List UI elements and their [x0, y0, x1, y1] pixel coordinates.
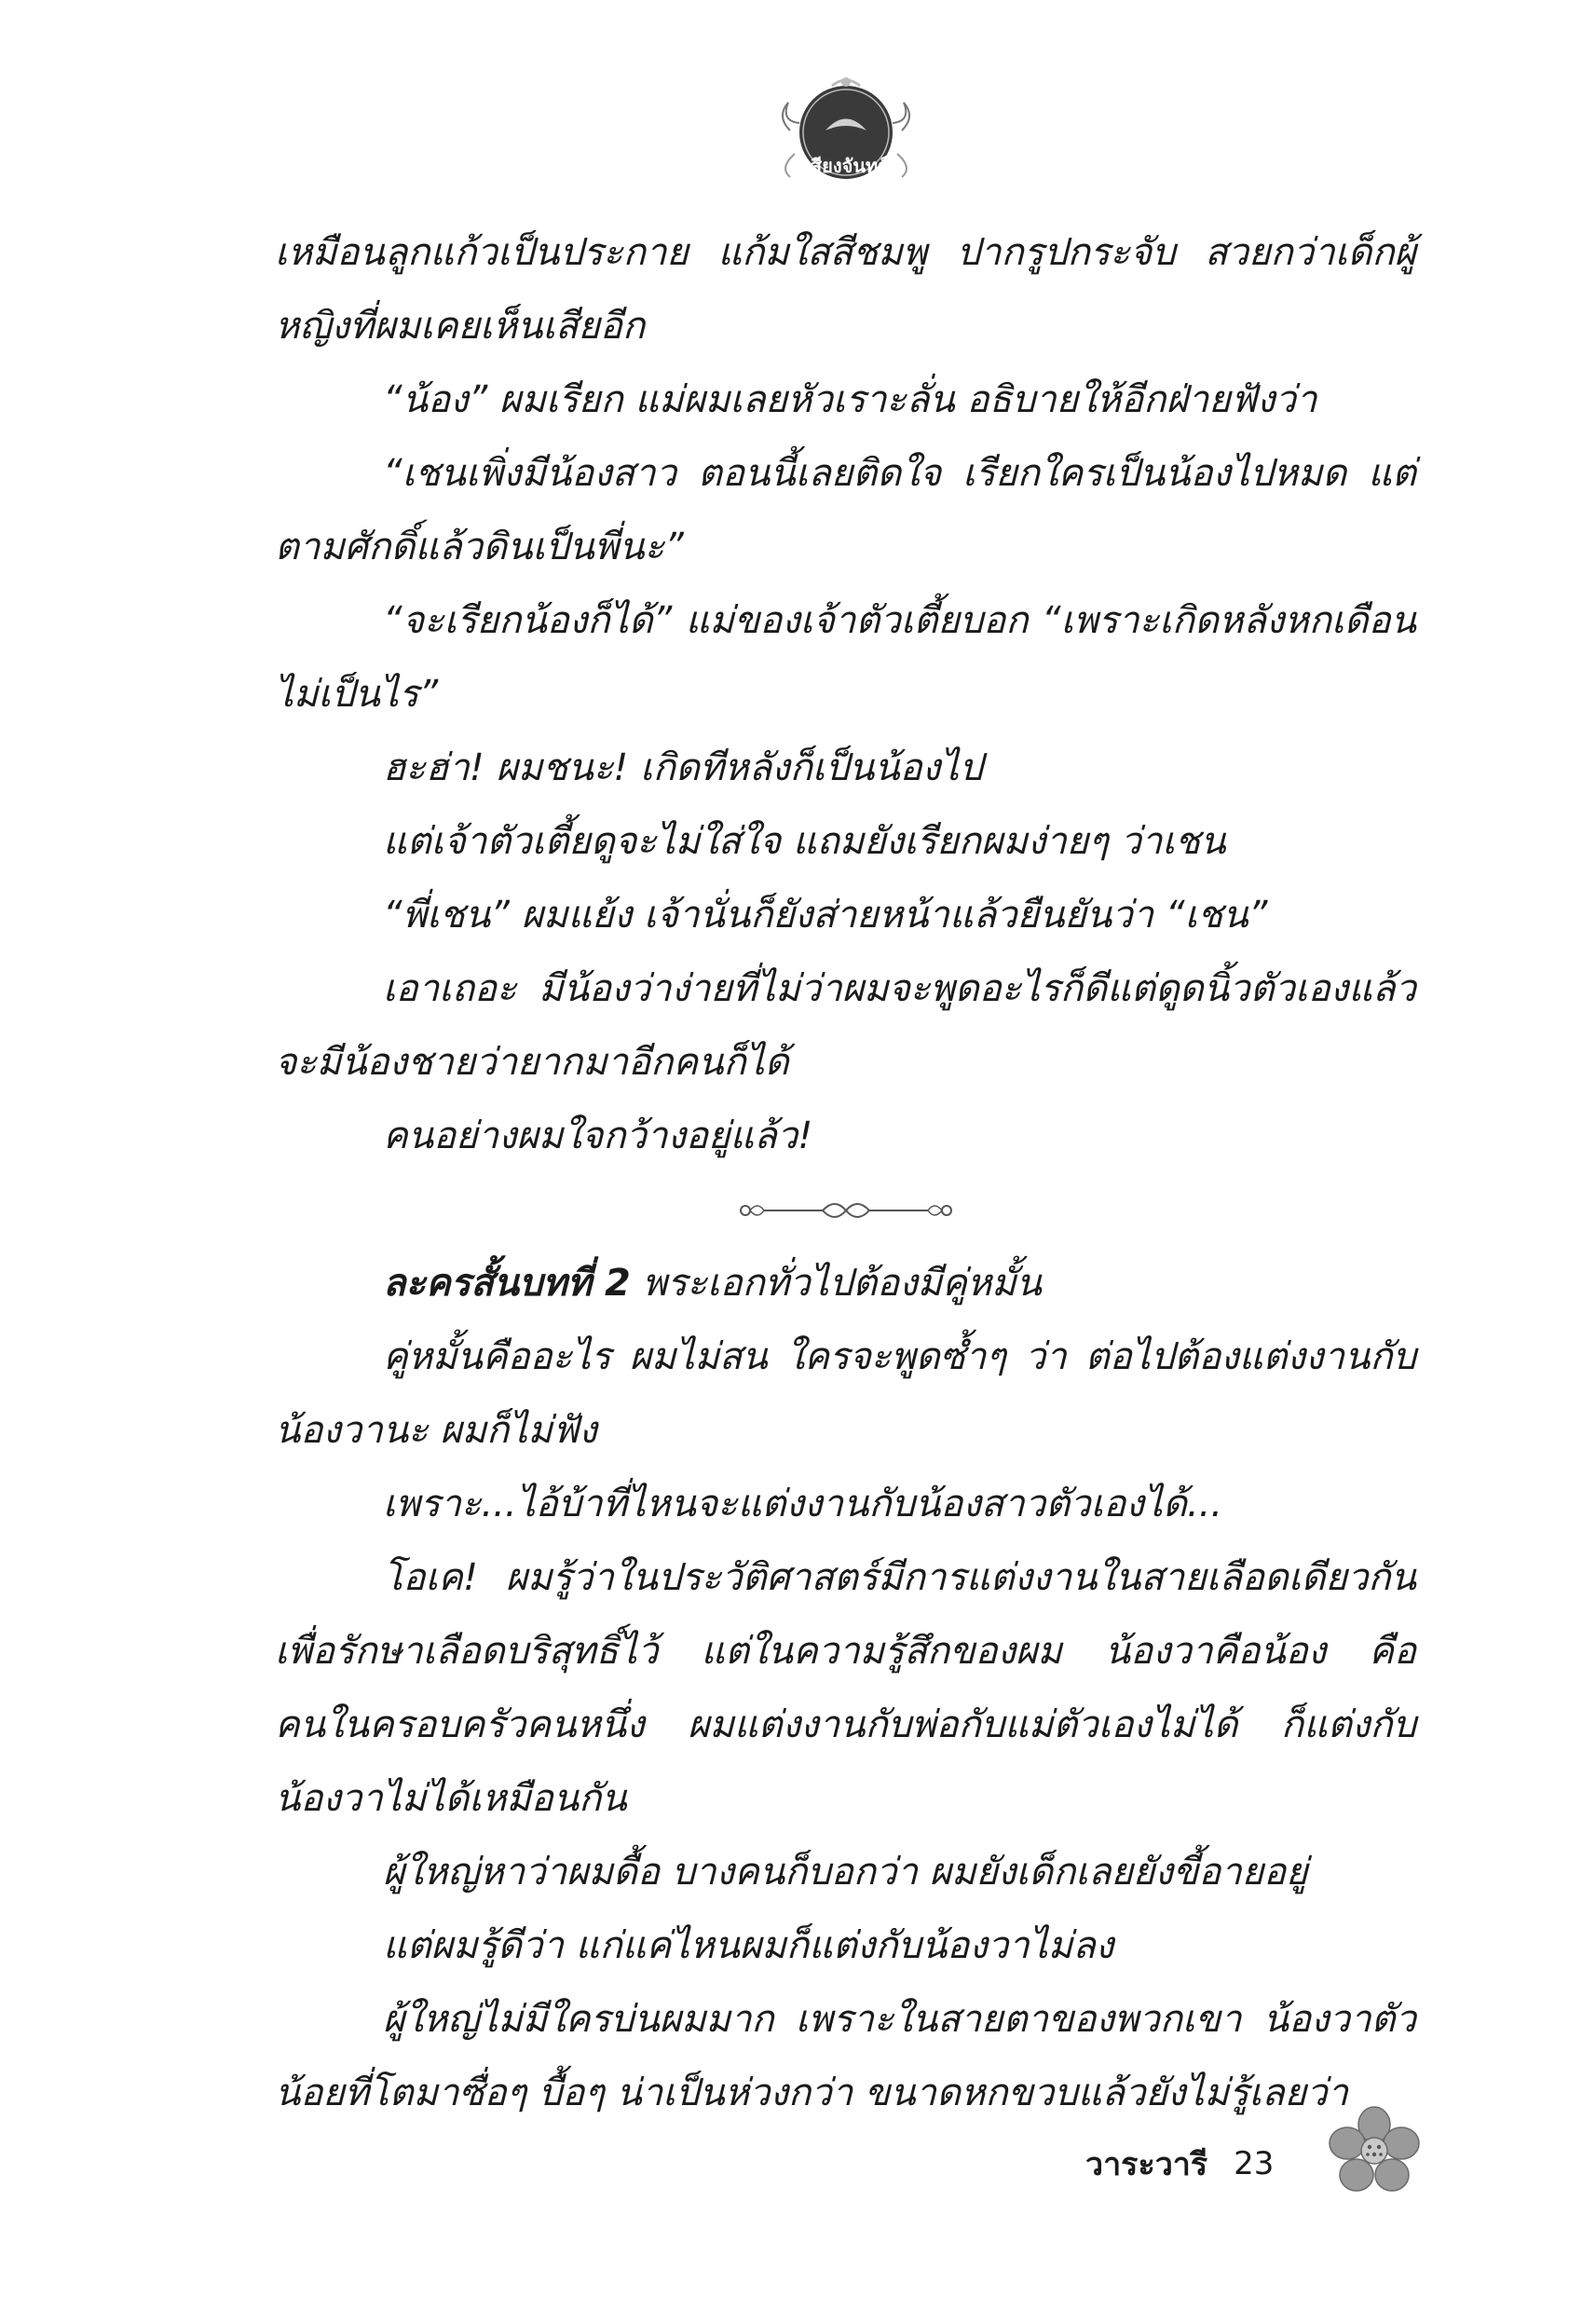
- paragraph: คนอย่างผมใจกว้างอยู่แล้ว!: [383, 1114, 813, 1157]
- section-label: ละครสั้นบทที่ 2: [383, 1262, 631, 1305]
- paragraph: “น้อง” ผมเรียก แม่ผมเลยหัวเราะลั่น อธิบายให้อีกฝ่ายฟังว่า: [383, 378, 1317, 421]
- paragraph: “พี่เชน” ผมแย้ง เจ้านั่นก็ยังส่ายหน้าแล้วยืนยันว่า “เชน”: [383, 894, 1268, 937]
- paragraph: เอาเถอะ มีน้องว่าง่ายที่ไม่ว่าผมจะพูดอะไรก็ดีแต่ดูดนิ้วตัวเองแล้ว จะมีน้องชายว่ายากมาอีกคนก็ได้: [275, 967, 1416, 1084]
- paragraph: คู่หมั้นคืออะไร ผมไม่สน ใครจะพูดซ้ำๆ ว่า ต่อไปต้องแต่งงานกับน้องวานะ ผมก็ไม่ฟัง: [275, 1335, 1416, 1452]
- ornament-icon: [734, 1192, 958, 1229]
- paragraph: แต่ผมรู้ดีว่า แก่แค่ไหนผมก็แต่งกับน้องวาไม่ลง: [383, 1924, 1114, 1967]
- flower-icon: [1323, 2104, 1425, 2197]
- paragraph: โอเค! ผมรู้ว่าในประวัติศาสตร์มีการแต่งงานในสายเลือดเดียวกันเพื่อรักษาเลือดบริสุทธิ์ไว้ แต่ในความรู้สึกของผม น้องวาคือน้อง คือคนในครอบครัวคนหนึ่ง ผมแต่งงานกับพ่อกับแม่ตัวเองไม่ได้ ก็แต่งกับน้องวาไม่ได้เหมือนกัน: [275, 1556, 1416, 1820]
- paragraph: แต่เจ้าตัวเตี้ยดูจะไม่ใส่ใจ แถมยังเรียกผมง่ายๆ ว่าเชน: [383, 820, 1226, 863]
- section-subtitle: พระเอกทั่วไปต้องมีคู่หมั้น: [630, 1262, 1042, 1305]
- page-number: 23: [1234, 2145, 1275, 2182]
- section-divider-ornament: [275, 1173, 1416, 1247]
- paragraph: “เชนเพิ่งมีน้องสาว ตอนนี้เลยติดใจ เรียกใครเป็นน้องไปหมด แต่ตามศักดิ์แล้วดินเป็นพี่นะ”: [275, 452, 1416, 568]
- book-title: วาระวารี: [1085, 2146, 1208, 2183]
- paragraph: ผู้ใหญ่หาว่าผมดื้อ บางคนก็บอกว่า ผมยังเด็กเลยยังขี้อายอยู่: [383, 1851, 1308, 1894]
- paragraph: ผู้ใหญ่ไม่มีใครบ่นผมมาก เพราะในสายตาของพวกเขา น้องวาตัวน้อยที่โตมาซื่อๆ บื้อๆ น่าเป็นห่วงกว่า ขนาดหกขวบแล้วยังไม่รู้เลยว่า: [275, 1998, 1416, 2114]
- page-body: [275, 216, 1416, 2130]
- paragraph: ฮะฮ่า! ผมชนะ! เกิดทีหลังก็เป็นน้องไป: [383, 746, 983, 789]
- header-emblem: [771, 65, 921, 186]
- section-title: [275, 1247, 1416, 1320]
- paragraph: เพราะ...ไอ้บ้าที่ไหนจะแต่งงานกับน้องสาวตัวเองได้...: [383, 1483, 1223, 1525]
- paragraph: “จะเรียกน้องก็ได้” แม่ของเจ้าตัวเตี้ยบอก “เพราะเกิดหลังหกเดือน ไม่เป็นไร”: [275, 599, 1416, 716]
- page-footer: [1085, 2139, 1274, 2189]
- paragraph: เหมือนลูกแก้วเป็นประกาย แก้มใสสีชมพู ปากรูปกระจับ สวยกว่าเด็กผู้หญิงที่ผมเคยเห็นเสียอีก: [275, 231, 1416, 348]
- logo-text: เสียงจันทร์: [804, 155, 888, 177]
